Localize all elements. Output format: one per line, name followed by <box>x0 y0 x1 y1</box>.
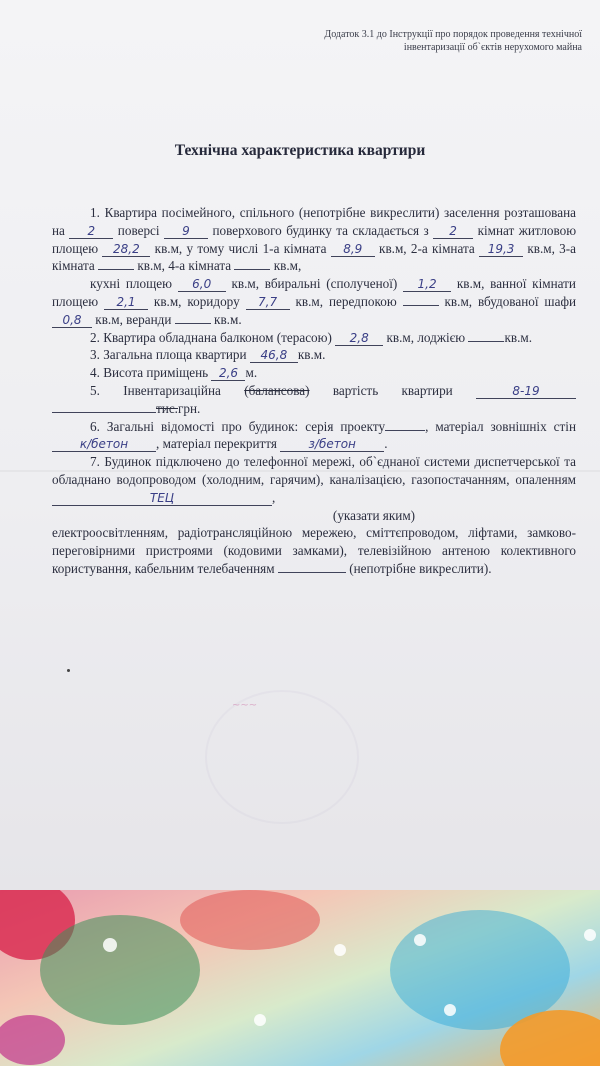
document-body <box>52 204 576 578</box>
text: кв.м. <box>297 347 326 363</box>
text: 1. Квартира посімейного, спільного (непотрібне викреслити) заселення розташована на <box>52 205 576 238</box>
height-value: 2,6 <box>211 367 245 381</box>
folder-pattern <box>0 890 600 1066</box>
text: кв.м. <box>504 329 533 345</box>
text: кв.м, 3-а кімната <box>52 240 577 274</box>
text: 3. Загальна площа квартири <box>90 347 247 363</box>
text: , <box>272 489 276 505</box>
sparkle-dot <box>584 929 596 941</box>
text: кв.м, 2-а кімната <box>379 240 475 256</box>
toilet-value: 1,2 <box>403 278 451 292</box>
cable-blank <box>278 560 346 573</box>
section-7-continued <box>52 524 576 577</box>
section-1b <box>52 275 576 328</box>
room4-blank <box>234 257 270 270</box>
struck-text: (балансова) <box>244 382 310 398</box>
rooms-value: 2 <box>433 225 473 239</box>
text: грн. <box>177 400 201 416</box>
text: 2. Квартира обладнана балконом (терасою) <box>90 329 332 345</box>
section-5 <box>52 382 576 418</box>
text: . <box>384 436 388 452</box>
text: , матеріал зовнішніх стін <box>425 418 577 434</box>
text: поверсі <box>117 222 160 238</box>
text: кв.м, веранди <box>95 311 172 327</box>
section-4 <box>52 364 576 382</box>
faint-stamp <box>205 690 359 824</box>
veranda-blank <box>175 311 211 324</box>
sparkle-dot <box>414 934 426 946</box>
total-area-value: 46,8 <box>250 349 298 363</box>
living-area-value: 28,2 <box>102 243 150 257</box>
text: кв.м, вбудованої шафи <box>444 293 577 309</box>
text: кв.м. <box>214 311 242 327</box>
text: кв.м, ванної кімнати площею <box>52 276 576 309</box>
section-7 <box>52 453 576 506</box>
closet-value: 0,8 <box>52 314 92 328</box>
text: кв.м, <box>273 258 302 274</box>
leaf-shape <box>40 915 200 1025</box>
storeys-value: 9 <box>164 225 208 239</box>
text: кв.м, коридору <box>153 293 240 309</box>
text: кв.м, у тому числі 1-а кімната <box>154 240 327 256</box>
section-3 <box>52 346 576 364</box>
text: поверхового будинку та складається з <box>212 222 429 238</box>
text: електроосвітленням, радіотрансляційною мережею, сміттєпроводом, ліфтами, замково-переговірними пристроями (кодовими замками), телевізійною антеною колективного користування, кабельним телебаченням <box>52 525 576 576</box>
sparkle-dot <box>444 1004 456 1016</box>
room3-blank <box>98 257 134 270</box>
loggia-blank <box>468 329 504 342</box>
walls-value: к/бетон <box>52 438 156 452</box>
text: 4. Висота приміщень <box>90 365 209 381</box>
inventory-value: 8-19 <box>476 385 576 399</box>
appendix-line-2: інвентаризації об`єктів нерухомого майна <box>403 42 582 53</box>
kitchen-value: 6,0 <box>178 278 226 292</box>
text: кв.м, лоджією <box>386 329 466 345</box>
appendix-note <box>262 28 582 54</box>
text: вартість квартири <box>332 382 453 398</box>
text: м. <box>245 365 258 381</box>
bath-value: 2,1 <box>104 296 148 310</box>
section-2 <box>52 329 576 347</box>
series-blank <box>385 418 425 431</box>
section-1 <box>52 204 576 275</box>
room2-value: 19,3 <box>479 243 523 257</box>
text: (непотрібне викреслити). <box>349 560 492 576</box>
sparkle-dot <box>254 1014 266 1026</box>
struck-unit: тис. <box>156 400 178 416</box>
hint-specify: (указати яким) <box>332 507 416 523</box>
room1-value: 8,9 <box>331 243 375 257</box>
text: , матеріал перекриття <box>156 436 277 452</box>
heating-value: ТЕЦ <box>52 492 272 506</box>
text: кв.м, вбиральні (сполученої) <box>231 276 398 292</box>
document-title: Технічна характеристика квартири <box>174 142 426 159</box>
hallway-blank <box>403 293 439 306</box>
sparkle-dot <box>334 944 346 956</box>
sparkle-dot <box>103 938 117 952</box>
faint-mark: ~~~ <box>232 700 258 711</box>
flower-shape <box>180 890 320 950</box>
floor-value: 2 <box>69 225 113 239</box>
text: 7. Будинок підключено до телефонної мережі, об`єднаної системи диспетчерської та обладнано водопроводом (холодним, гарячим), каналізацією, газопостачанням, опаленням <box>52 454 576 487</box>
section-6 <box>52 418 576 454</box>
text: кухні площею <box>90 276 172 292</box>
balcony-value: 2,8 <box>335 332 383 346</box>
text: кв.м, передпокою <box>295 293 397 309</box>
value-blank <box>52 400 156 413</box>
floors-value: з/бетон <box>280 438 384 452</box>
appendix-line-1: Додаток 3.1 до Інструкції про порядок проведення технічної <box>324 29 582 40</box>
ink-dot <box>67 669 70 672</box>
decorative-folder-background <box>0 890 600 1066</box>
text: кв.м, 4-а кімната <box>137 258 232 274</box>
pink-flower-shape <box>0 1015 65 1065</box>
corridor-value: 7,7 <box>246 296 290 310</box>
text: 6. Загальні відомості про будинок: серія проекту <box>90 418 386 434</box>
text: 5. Інвентаризаційна <box>90 382 221 398</box>
text: кімнат житловою площею <box>52 222 577 256</box>
